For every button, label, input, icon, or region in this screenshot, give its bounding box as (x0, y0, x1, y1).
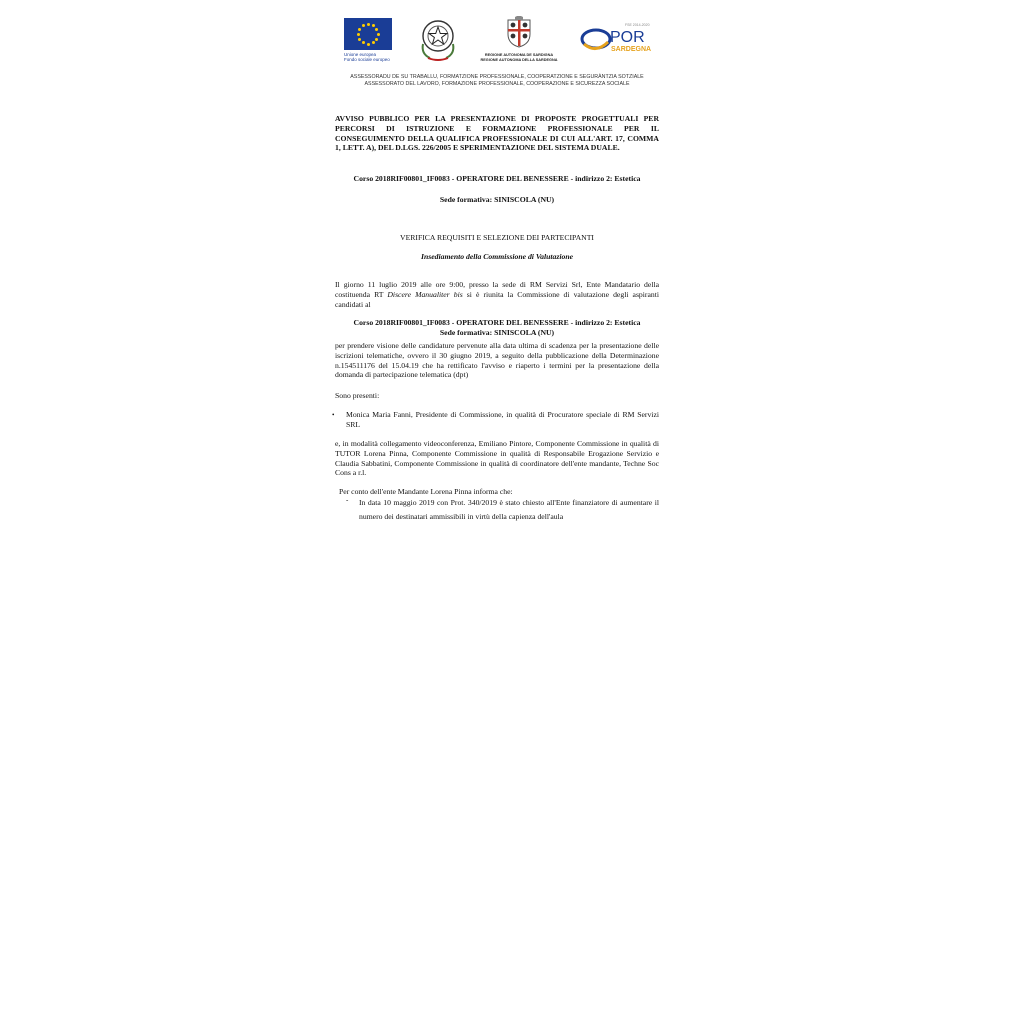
eu-star-icon (358, 28, 361, 31)
eu-caption-line2: Fondo sociale europeo (344, 57, 390, 62)
por-subtitle: SARDEGNA (611, 46, 652, 53)
bullet-item-fanni: Monica Maria Fanni, Presidente di Commissione, in qualità di Procuratore speciale di RM Servizi SRL (346, 410, 659, 429)
para1-italic: Discere Manualiter bis (387, 289, 463, 299)
department-heading (322, 74, 672, 88)
per-conto-line: Per conto dell'ente Mandante Lorena Pinna informa che: (339, 487, 513, 496)
dash-item-richiesta: In data 10 maggio 2019 con Prot. 340/2019 è stato chiesto all'Ente finanziatore di aumentare il numero dei destinatari ammissibili in virtù della capienza dell'aula (359, 498, 659, 521)
eu-star-icon (367, 43, 370, 46)
eu-flag-icon (344, 18, 392, 50)
department-line2: ASSESSORATO DEL LAVORO, FORMAZIONE PROFESSIONALE, COOPERAZIONE E SICUREZZA SOCIALE (364, 80, 630, 87)
region-line2: REGIONE AUTONOMA DELLA SARDEGNA (480, 58, 558, 62)
logo-bar (322, 14, 672, 66)
sardinia-shield-icon (506, 16, 532, 48)
bullet-mark: • (332, 411, 335, 419)
verifica-heading: VERIFICA REQUISITI E SELEZIONE DEI PARTECIPANTI (400, 233, 594, 242)
course-line-2: Corso 2018RIF00801_IF0083 - OPERATORE DEL BENESSERE - indirizzo 2: Estetica (353, 318, 641, 327)
eu-star-icon (375, 28, 378, 31)
por-title: POR (610, 29, 645, 46)
course-line: Corso 2018RIF00801_IF0083 - OPERATORE DEL BENESSERE - indirizzo 2: Estetica (353, 174, 641, 183)
eu-star-icon (367, 23, 370, 26)
eu-star-icon (358, 38, 361, 41)
eu-star-icon (357, 33, 360, 36)
eu-star-icon (377, 33, 380, 36)
por-swirl-icon (580, 24, 612, 54)
eu-star-icon (372, 41, 375, 44)
para1-text-a: Il giorno 11 luglio 2019 alle ore 9:00, presso la sede di RM Servizi Srl, Ente Mandatario della costituenda RT (335, 280, 659, 299)
insediamento-heading: Insediamento della Commissione di Valutazione (420, 252, 574, 261)
italian-republic-emblem-icon (418, 16, 458, 67)
region-line1: REGIONE AUTONOMA DE SARDIGNA (484, 53, 554, 57)
paragraph-meeting (335, 280, 659, 309)
presenti-label: Sono presenti: (335, 391, 380, 400)
eu-caption (344, 52, 394, 62)
eu-caption-line1: Unione europea (344, 52, 377, 57)
eu-star-icon (362, 24, 365, 27)
dash-mark: - (346, 496, 349, 504)
eu-star-icon (362, 41, 365, 44)
sardinia-region-logo (474, 16, 564, 63)
por-tiny-text: FSE 2014-2020 (625, 23, 650, 27)
notice-title: AVVISO PUBBLICO PER LA PRESENTAZIONE DI PROPOSTE PROGETTUALI PER PERCORSI DI ISTRUZIONE E FORMAZIONE PROFESSIONALE PER IL CONSEGUIMENTO DELLA QUALIFICA PROFESSIONALE DI CUI ALL'ART. 17, COMMA 1, LETT. A), DEL D.LGS. 226/2005 E SPERIMENTAZIONE DEL SISTEMA DUALE. (335, 114, 659, 153)
eu-logo (344, 18, 394, 62)
paragraph-candidature: per prendere visione delle candidature pervenute alla data ultima di scadenza per la presentazione delle iscrizioni telematiche, ovvero il 30 giugno 2019, a seguito della pubblicazione della Determinazione n.154511176 del 15.04.19 che ha rettificato l'avviso e riaperto i termini per la presentazione della domanda di partecipazione telematica (dpt) (335, 341, 659, 380)
eu-star-icon (375, 38, 378, 41)
eu-star-icon (372, 24, 375, 27)
paragraph-commission: e, in modalità collegamento videoconferenza, Emiliano Pintore, Componente Commissione in qualità di TUTOR Lorena Pinna, Componente Commissione in qualità di Responsabile Erogazione Servizio e Claudia Sabbatini, Componente Commissione in qualità di coordinatore dell'ente mandante, Techne Soc Cons a r.l. (335, 439, 659, 478)
sede-line-2: Sede formativa: SINISCOLA (NU) (439, 328, 555, 337)
sede-line: Sede formativa: SINISCOLA (NU) (439, 195, 555, 204)
department-line1: ASSESSORADU DE SU TRABALLU, FORMATZIONE PROFESSIONALE, COOPERATZIONE E SEGURÀNTZIA SOTZIALE (350, 74, 644, 80)
por-sardegna-logo (580, 22, 660, 56)
document-page (322, 0, 672, 1024)
para1-text-b: si è riunita la Commissione di valutazione degli aspiranti candidati al (335, 289, 660, 309)
